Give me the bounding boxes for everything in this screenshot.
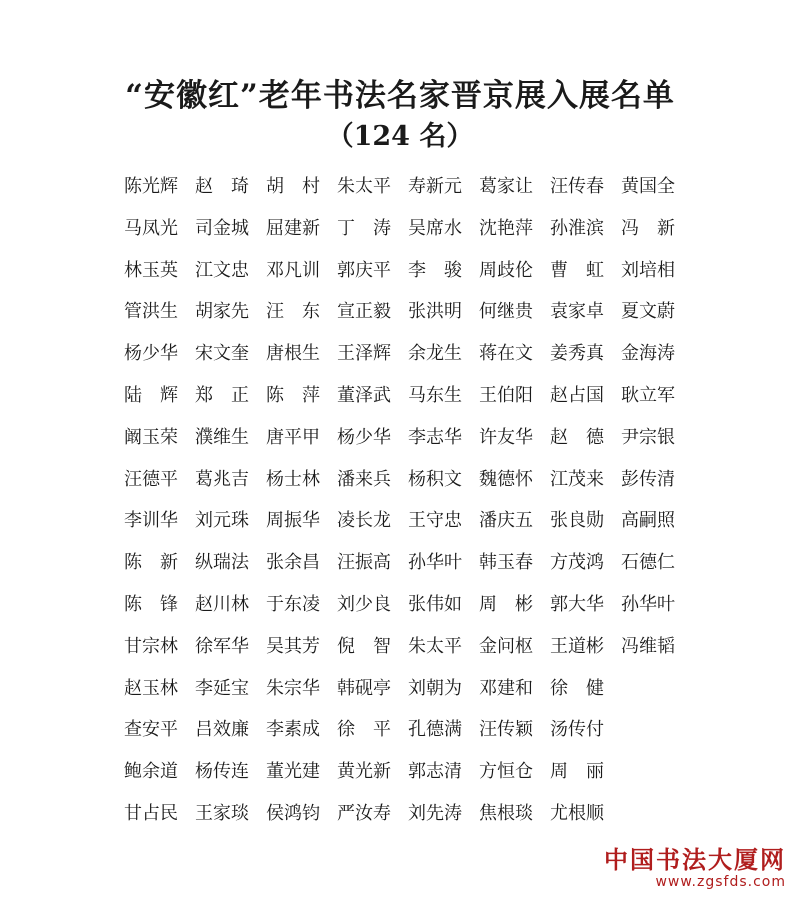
name-entry: 孔德满 xyxy=(408,719,462,741)
name-entry: 石德仁 xyxy=(621,552,675,574)
name-entry: 曹 虹 xyxy=(550,259,604,281)
name-entry: 江文忠 xyxy=(195,259,249,281)
name-entry: 陈 新 xyxy=(124,552,178,574)
name-entry: 葛兆吉 xyxy=(195,468,249,490)
name-entry: 林玉英 xyxy=(124,259,178,281)
name-entry xyxy=(621,793,675,835)
name-entry: 邓建和 xyxy=(479,677,533,699)
name-entry: 姜秀真 xyxy=(550,343,604,365)
name-entry: 郭志清 xyxy=(408,761,462,783)
name-entry: 朱宗华 xyxy=(266,677,320,699)
name-entry: 董泽武 xyxy=(337,384,391,406)
name-entry: 徐 健 xyxy=(550,677,604,699)
name-entry: 汪振高 xyxy=(337,552,391,574)
name-entry: 韩玉春 xyxy=(479,552,533,574)
page-subtitle: （124 名） xyxy=(326,121,474,152)
name-entry: 吕效廉 xyxy=(195,719,249,741)
name-entry: 凌长龙 xyxy=(337,510,391,532)
name-entry: 张洪明 xyxy=(408,301,462,323)
name-entry: 徐军华 xyxy=(195,635,249,657)
name-entry: 管洪生 xyxy=(124,301,178,323)
name-entry: 许友华 xyxy=(479,426,533,448)
name-entry: 王道彬 xyxy=(550,635,604,657)
name-entry: 丁 涛 xyxy=(337,217,391,239)
name-entry: 李素成 xyxy=(266,719,320,741)
name-entry: 韩砚亭 xyxy=(337,677,391,699)
name-entry: 王家琰 xyxy=(195,802,249,824)
name-entry: 焦根琰 xyxy=(479,802,533,824)
name-entry: 张余昌 xyxy=(266,552,320,574)
name-entry: 杨士林 xyxy=(266,468,320,490)
name-entry: 周 丽 xyxy=(550,761,604,783)
name-entry: 陈 萍 xyxy=(266,384,320,406)
name-entry: 张良勋 xyxy=(550,510,604,532)
name-entry: 金海涛 xyxy=(621,343,675,365)
name-entry: 吴席水 xyxy=(408,217,462,239)
site-watermark xyxy=(604,846,786,890)
name-entry: 徐 平 xyxy=(337,719,391,741)
name-entry: 葛家让 xyxy=(479,176,533,197)
name-entry: 周歧伦 xyxy=(479,259,533,281)
name-entry: 张伟如 xyxy=(408,593,462,615)
name-entry: 纵瑞法 xyxy=(195,552,249,574)
name-entry: 周 彬 xyxy=(479,593,533,615)
name-entry: 沈艳萍 xyxy=(479,217,533,239)
name-entry: 夏文蔚 xyxy=(621,301,675,323)
name-entry: 刘少良 xyxy=(337,593,391,615)
name-entry: 赵川林 xyxy=(195,593,249,615)
name-entry: 李训华 xyxy=(124,510,178,532)
name-entry: 查安平 xyxy=(124,719,178,741)
name-entry: 李 骏 xyxy=(408,259,462,281)
name-entry: 汪传颖 xyxy=(479,719,533,741)
name-entry: 郭大华 xyxy=(550,593,604,615)
name-entry: 金问枢 xyxy=(479,635,533,657)
name-entry: 王泽辉 xyxy=(337,343,391,365)
name-entry: 潘来兵 xyxy=(337,468,391,490)
name-entry: 汪 东 xyxy=(266,301,320,323)
name-entry: 孙华叶 xyxy=(621,593,675,615)
name-entry: 陆 辉 xyxy=(124,384,178,406)
name-entry: 司金城 xyxy=(195,217,249,239)
name-entry: 侯鸿钧 xyxy=(266,802,320,824)
name-entry: 王伯阳 xyxy=(479,384,533,406)
name-entry: 陈 锋 xyxy=(124,593,178,615)
name-entry: 周振华 xyxy=(266,510,320,532)
name-entry: 陈光辉 xyxy=(124,176,178,197)
name-entry: 吴其芳 xyxy=(266,635,320,657)
name-entry: 严汝寿 xyxy=(337,802,391,824)
name-entry: 邓凡训 xyxy=(266,259,320,281)
name-entry: 魏德怀 xyxy=(479,468,533,490)
name-entry: 杨少华 xyxy=(124,343,178,365)
name-entry: 屈建新 xyxy=(266,217,320,239)
name-entry: 郭庆平 xyxy=(337,259,391,281)
name-entry: 刘培相 xyxy=(621,259,675,281)
name-entry: 孙淮滨 xyxy=(550,217,604,239)
name-entry: 赵 德 xyxy=(550,426,604,448)
name-entry: 杨积文 xyxy=(408,468,462,490)
name-entry: 董光建 xyxy=(266,761,320,783)
name-entry: 鲍余道 xyxy=(124,761,178,783)
name-entry: 潘庆五 xyxy=(479,510,533,532)
name-entry: 黄光新 xyxy=(337,761,391,783)
name-entry: 朱太平 xyxy=(337,176,391,197)
page-title: “安徽红”老年书法名家晋京展入展名单 xyxy=(125,78,675,114)
name-entry xyxy=(621,668,675,710)
name-entry: 何继贵 xyxy=(479,301,533,323)
name-entry: 高嗣照 xyxy=(621,510,675,532)
name-entry: 汤传付 xyxy=(550,719,604,741)
name-entry: 余龙生 xyxy=(408,343,462,365)
name-entry: 杨少华 xyxy=(337,426,391,448)
name-entry: 方恒仓 xyxy=(479,761,533,783)
name-entry: 江茂来 xyxy=(550,468,604,490)
name-entry: 李志华 xyxy=(408,426,462,448)
name-entry xyxy=(621,751,675,793)
name-entry: 唐平甲 xyxy=(266,426,320,448)
name-entry: 马东生 xyxy=(408,384,462,406)
name-entry: 胡家先 xyxy=(195,301,249,323)
name-entry: 赵 琦 xyxy=(195,176,249,197)
name-entry: 甘占民 xyxy=(124,802,178,824)
name-entry: 黄国全 xyxy=(621,176,675,197)
name-entry: 方茂鸿 xyxy=(550,552,604,574)
name-entry: 于东凌 xyxy=(266,593,320,615)
name-entry: 赵占国 xyxy=(550,384,604,406)
name-entry: 甘宗林 xyxy=(124,635,178,657)
name-entry: 冯维韬 xyxy=(621,635,675,657)
name-entry: 孙华叶 xyxy=(408,552,462,574)
name-entry: 刘元珠 xyxy=(195,510,249,532)
name-entry: 汪传春 xyxy=(550,176,604,197)
name-entry xyxy=(621,709,675,751)
name-entry: 尹宗银 xyxy=(621,426,675,448)
name-entry: 宋文奎 xyxy=(195,343,249,365)
name-entry: 马凤光 xyxy=(124,217,178,239)
watermark-logo: 中国书法大厦网 xyxy=(604,845,786,874)
name-entry: 朱太平 xyxy=(408,635,462,657)
name-entry: 王守忠 xyxy=(408,510,462,532)
name-entry: 阚玉荣 xyxy=(124,426,178,448)
name-entry: 彭传清 xyxy=(621,468,675,490)
name-entry: 耿立军 xyxy=(621,384,675,406)
name-entry: 尤根顺 xyxy=(550,802,604,824)
name-entry: 赵玉林 xyxy=(124,677,178,699)
name-entry: 刘先涛 xyxy=(408,802,462,824)
name-entry: 李延宝 xyxy=(195,677,249,699)
name-entry: 郑 正 xyxy=(195,384,249,406)
name-entry: 汪德平 xyxy=(124,468,178,490)
name-entry: 寿新元 xyxy=(408,176,462,197)
name-entry: 冯 新 xyxy=(621,217,675,239)
name-entry: 杨传连 xyxy=(195,761,249,783)
name-entry: 宣正毅 xyxy=(337,301,391,323)
name-entry: 濮维生 xyxy=(195,426,249,448)
name-entry: 袁家卓 xyxy=(550,301,604,323)
name-list xyxy=(124,166,684,835)
name-entry: 倪 智 xyxy=(337,635,391,657)
name-entry: 唐根生 xyxy=(266,343,320,365)
name-entry: 蒋在文 xyxy=(479,343,533,365)
name-entry: 刘朝为 xyxy=(408,677,462,699)
watermark-url: www.zgsfds.com xyxy=(655,874,786,890)
name-entry: 胡 村 xyxy=(266,176,320,197)
